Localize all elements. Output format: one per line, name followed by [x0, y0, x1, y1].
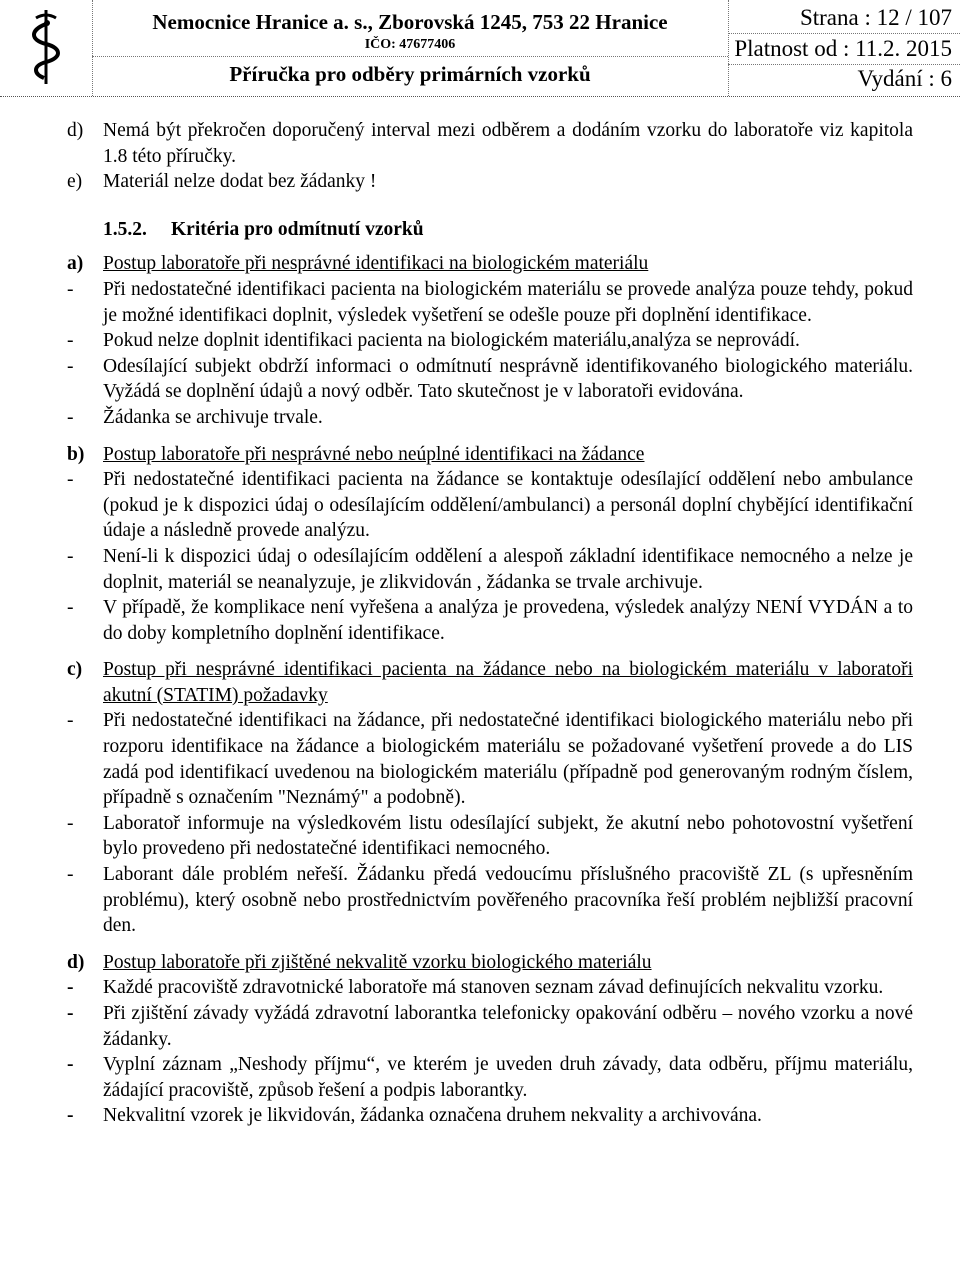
bullet-dash: -: [67, 278, 74, 300]
list-item: [67, 862, 913, 939]
subsection-title: Postup laboratoře při nesprávné nebo neúplné identifikaci na žádance: [103, 443, 645, 465]
item-marker: e): [67, 171, 83, 193]
bullet-text: Žádanka se archivuje trvale.: [103, 406, 323, 428]
item-text: Nemá být překročen doporučený interval mezi odběrem a dodáním vzorku do laboratoře viz kapitola 1.8 této příručky.: [103, 120, 913, 167]
bullet-text: Při nedostatečné identifikaci pacienta na žádance se kontaktuje odesílající oddělení nebo ambulance (pokud je k dispozici údaj o odesílajícím oddělení/ambulanci) a personál doplní chybějící identifikační údaje a následně provede analýzu.: [103, 469, 913, 542]
list-item: [67, 975, 913, 1001]
bullet-text: Vyplní záznam „Neshody příjmu“, ve kterém je uveden druh závady, data odběru, příjmu materiálu, žádající pracoviště, způsob řešení a podpis laborantky.: [103, 1054, 913, 1101]
org-ico: IČO: 47677406: [364, 37, 456, 52]
bullet-text: Odesílající subjekt obdrží informaci o odmítnutí nesprávně identifikovaného biologického materiálu. Vyžádá se doplnění údajů a nový odběr. Tato skutečnost je v laboratoři evidována.: [103, 355, 913, 403]
bullet-dash: -: [67, 330, 74, 352]
org-address: Nemocnice Hranice a. s., Zborovská 1245, 753 22 Hranice: [152, 10, 668, 34]
bullet-text: Při zjištění závady vyžádá zdravotní laborantka telefonicky opakování odběru – nového vzorku a nové žádanky.: [103, 1003, 913, 1050]
item-marker: d): [67, 120, 84, 141]
bullet-text: Pokud nelze doplnit identifikaci pacienta na biologickém materiálu,analýza se neprovádí.: [103, 330, 800, 352]
bullet-dash: -: [67, 977, 74, 999]
bullet-dash: -: [67, 710, 74, 732]
subsection-title: Postup laboratoře při nesprávné identifikaci na biologickém materiálu: [103, 253, 649, 275]
list-item: [67, 1103, 913, 1129]
header-meta: [728, 0, 960, 96]
list-item: [67, 118, 913, 169]
valid-from: Platnost od : 11.2. 2015: [734, 36, 952, 61]
bullet-text: Při nedostatečné identifikaci na žádance, při nedostatečné identifikaci biologického materiálu nebo při rozporu identifikace na žádance a biologickém materiálu se požadované vyšetření provede a do LIS zadá pod identifikací uvedenou na biologickém materiálu (případně pod generovaným rodným číslem, případně s označením "Neznámý" a podobně).: [103, 710, 913, 809]
bullet-dash: -: [67, 355, 74, 377]
item-text: Materiál nelze dodat bez žádanky !: [103, 171, 377, 193]
list-item: [67, 595, 913, 646]
list-item: [67, 354, 913, 405]
bullet-dash: -: [67, 597, 74, 619]
bullet-text: V případě, že komplikace není vyřešena a analýza je provedena, výsledek analýzy NENÍ VYDÁN a to do doby kompletního doplnění identifikace.: [103, 597, 913, 644]
list-item: [67, 328, 913, 354]
subsection-heading: [67, 251, 913, 277]
bullet-text: Při nedostatečné identifikaci pacienta na biologickém materiálu se provede analýza pouze tehdy, pokud je možné identifikaci doplnit, výsledek vyšetření se odešle pouze při doplnění identifikace.: [103, 278, 913, 326]
bullet-dash: -: [67, 812, 74, 834]
subsection-title: Postup při nesprávné identifikaci pacienta na žádance nebo na biologickém materiálu v laboratoři akutní (STATIM) požadavky: [103, 659, 913, 706]
list-item: [67, 467, 913, 544]
edition: Vydání : 6: [857, 66, 952, 91]
page-number: Strana : 12 / 107: [799, 5, 952, 30]
subsection-title: Postup laboratoře při zjištěné nekvalitě vzorku biologického materiálu: [103, 951, 652, 973]
bullet-text: Laborant dále problém neřeší. Žádanku předá vedoucímu příslušného pracoviště ZL (s upřesněním problému), který osobně nebo prostřednictvím pověřeného pracovníka řeší problém nejbližší pracovní den.: [103, 864, 913, 937]
list-item: [67, 277, 913, 328]
meta-divider: [728, 33, 960, 34]
bullet-text: Nekvalitní vzorek je likvidován, žádanka označena druhem nekvality a archivována.: [103, 1105, 762, 1127]
subsection-marker: b): [67, 443, 85, 465]
bullet-dash: -: [67, 864, 74, 886]
meta-divider: [728, 64, 960, 65]
list-item: [67, 544, 913, 595]
subsection-heading: [67, 657, 913, 708]
bullet-text: Každé pracoviště zdravotnické laboratoře má stanoven seznam závad definujících nekvalitu vzorku.: [103, 977, 884, 999]
bullet-text: Laboratoř informuje na výsledkovém listu odesílající subjekt, že akutní nebo pohotovostní vyšetření bylo provedeno při nedostatečné identifikaci nemocného.: [103, 812, 913, 860]
page-header: [0, 0, 960, 97]
document-title: Příručka pro odběry primárních vzorků: [229, 62, 591, 86]
subsection-marker: c): [67, 659, 83, 681]
list-item: [67, 1052, 913, 1103]
bullet-text: Není-li k dispozici údaj o odesílajícím oddělení a alespoň základní identifikace nemocného a nelze je doplnit, materiál se neanalyzuje, je zlikvidován , žádanka se trvale archivuje.: [103, 545, 913, 593]
bullet-dash: -: [67, 1054, 74, 1076]
bullet-dash: -: [67, 1003, 74, 1024]
hospital-logo: [0, 0, 93, 96]
list-item: [67, 1001, 913, 1052]
section-title: Kritéria pro odmítnutí vzorků: [171, 218, 424, 240]
section-heading: [67, 217, 913, 243]
subsection-heading: [67, 442, 913, 468]
list-item: [67, 405, 913, 431]
list-item: [67, 169, 913, 195]
section-number: 1.5.2.: [103, 218, 147, 240]
header-center: [92, 0, 729, 96]
list-item: [67, 708, 913, 810]
bullet-dash: -: [67, 1105, 74, 1127]
bullet-dash: -: [67, 545, 74, 567]
subsection-heading: [67, 950, 913, 976]
bullet-dash: -: [67, 406, 74, 428]
bullet-dash: -: [67, 469, 74, 491]
list-item: [67, 811, 913, 862]
document-body: [67, 118, 913, 1129]
asclepius-staff-icon: [0, 0, 92, 96]
subsection-marker: d): [67, 951, 85, 973]
subsection-marker: a): [67, 253, 84, 275]
header-divider: [92, 56, 728, 57]
